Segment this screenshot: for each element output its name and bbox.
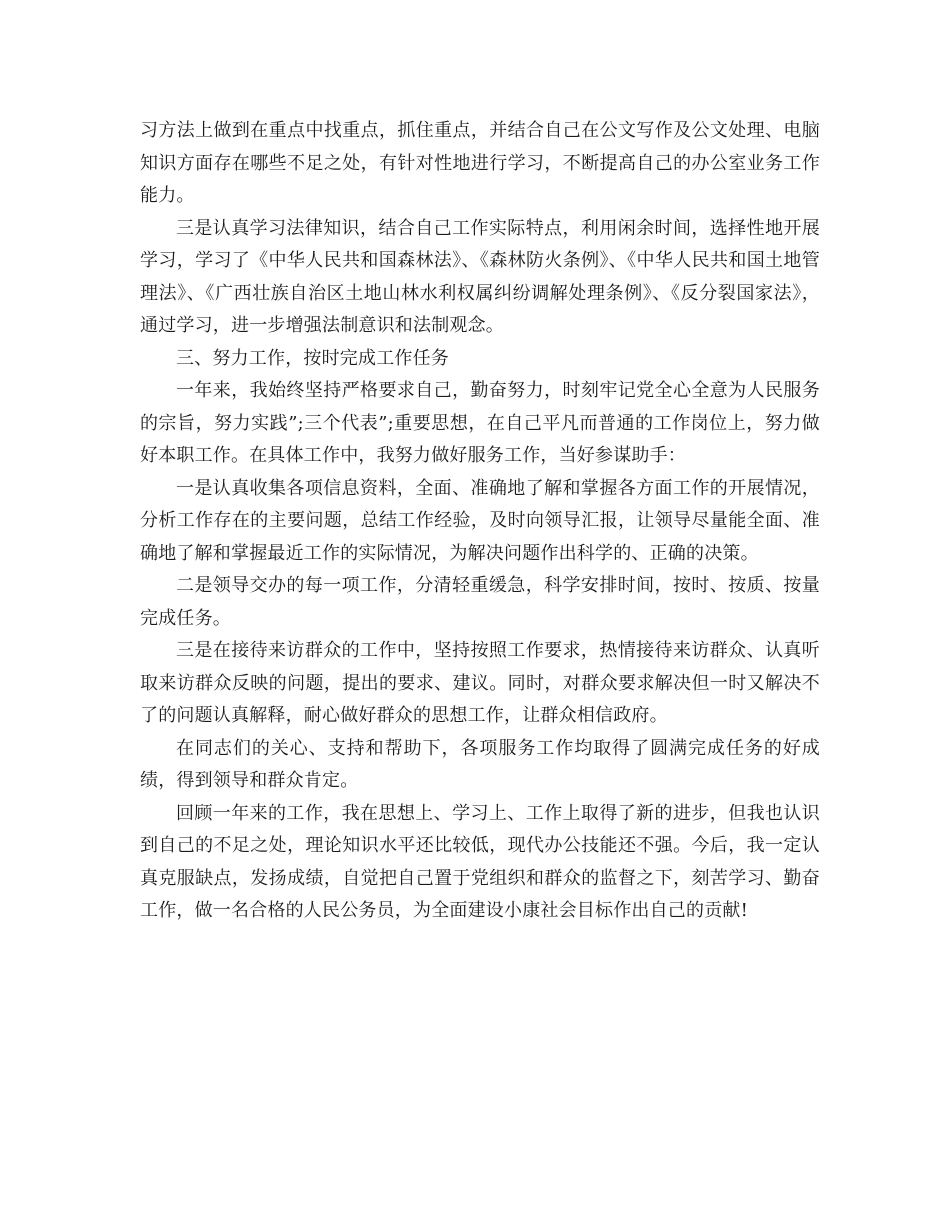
paragraph-5: 二是领导交办的每一项工作，分清轻重缓急，科学安排时间，按时、按质、按量完成任务。: [140, 575, 820, 629]
paragraph-2: 三是认真学习法律知识，结合自己工作实际特点，利用闲余时间，选择性地开展学习，学习了《中华人民共和国森林法》、《森林防火条例》、《中华人民共和国土地管理法》、《广西壮族自治区土地山林水利权属纠纷调解处理条例》、《反分裂国家法》，通过学习，进一步增强法制意识和法制观念。: [140, 217, 820, 336]
paragraph-4: 一是认真收集各项信息资料，全面、准确地了解和掌握各方面工作的开展情况，分析工作存在的主要问题，总结工作经验，及时向领导汇报，让领导尽量能全面、准确地了解和掌握最近工作的实际情况，为解决问题作出科学的、正确的决策。: [140, 477, 820, 564]
paragraph-3: 一年来，我始终坚持严格要求自己，勤奋努力，时刻牢记党全心全意为人民服务的宗旨，努力实践”;三个代表”;重要思想，在自己平凡而普通的工作岗位上，努力做好本职工作。在具体工作中，我努力做好服务工作，当好参谋助手：: [140, 380, 820, 466]
paragraph-7: 在同志们的关心、支持和帮助下，各项服务工作均取得了圆满完成任务的好成绩，得到领导和群众肯定。: [140, 737, 820, 791]
document-body: [140, 115, 820, 928]
paragraph-1: 习方法上做到在重点中找重点，抓住重点，并结合自己在公文写作及公文处理、电脑知识方面存在哪些不足之处，有针对性地进行学习，不断提高自己的办公室业务工作能力。: [140, 120, 820, 206]
paragraph-6: 三是在接待来访群众的工作中，坚持按照工作要求，热情接待来访群众、认真听取来访群众反映的问题，提出的要求、建议。同时，对群众要求解决但一时又解决不了的问题认真解释，耐心做好群众的思想工作，让群众相信政府。: [140, 640, 820, 726]
section-heading: 三、努力工作，按时完成工作任务: [176, 347, 449, 369]
paragraph-8: 回顾一年来的工作，我在思想上、学习上、工作上取得了新的进步，但我也认识到自己的不足之处，理论知识水平还比较低，现代办公技能还不强。今后，我一定认真克服缺点，发扬成绩，自觉把自己置于党组织和群众的监督之下，刻苦学习、勤奋工作，做一名合格的人民公务员，为全面建设小康社会目标作出自己的贡献!: [140, 802, 820, 921]
